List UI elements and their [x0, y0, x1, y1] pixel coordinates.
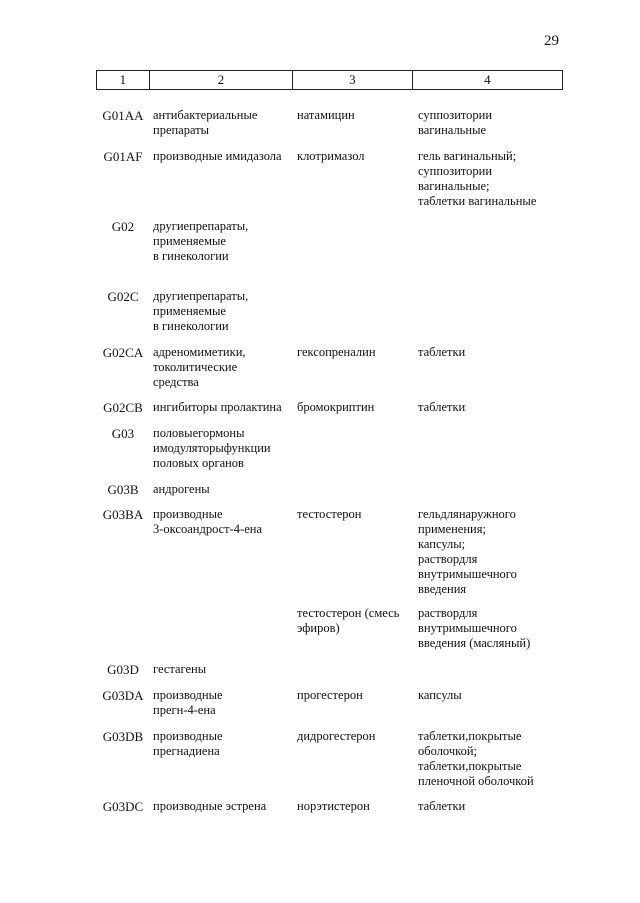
- dosage-form: [418, 108, 563, 138]
- group-name-line: в гинекологии: [153, 249, 229, 263]
- drug-name: [297, 108, 415, 123]
- drug-name-line: эфиров): [297, 621, 340, 635]
- group-name: [153, 345, 291, 390]
- dosage-form: [418, 507, 563, 597]
- dosage-form: [418, 606, 563, 651]
- page-number: 29: [544, 33, 559, 49]
- group-name: [153, 688, 291, 718]
- group-name-line: 3-оксоандрост-4-ена: [153, 522, 263, 536]
- group-name-line: ингибиторы пролактина: [153, 400, 282, 414]
- atc-code: G01AA: [102, 108, 144, 123]
- drug-name-line: тестостерон: [297, 507, 362, 521]
- group-name-line: применяемые: [153, 304, 226, 318]
- drug-name: [297, 799, 415, 814]
- drug-name-line: дидрогестерон: [297, 729, 376, 743]
- dosage-form: [418, 799, 563, 814]
- atc-code: G02CB: [103, 400, 143, 415]
- group-name: [153, 482, 291, 497]
- dosage-form: [418, 149, 563, 209]
- drug-name: [297, 345, 415, 360]
- group-name-line: средства: [153, 375, 199, 389]
- group-name-line: прегнадиена: [153, 744, 220, 758]
- group-name: [153, 507, 291, 537]
- drug-name-line: гексопреналин: [297, 345, 376, 359]
- drug-name-line: клотримазол: [297, 149, 365, 163]
- atc-code: G02C: [107, 289, 139, 304]
- group-name-line: другиепрепараты,: [153, 219, 249, 233]
- group-name-line: другиепрепараты,: [153, 289, 249, 303]
- group-name-line: производные: [153, 729, 223, 743]
- dosage-form-line: вагинальные;: [418, 179, 490, 193]
- group-name-line: антибактериальные: [153, 108, 258, 122]
- group-name-line: производные эстрена: [153, 799, 267, 813]
- group-name: [153, 662, 291, 677]
- group-name: [153, 219, 291, 264]
- table-header: [96, 70, 563, 90]
- drug-name: [297, 507, 415, 522]
- group-name-line: производные имидазола: [153, 149, 282, 163]
- dosage-form-line: капсулы;: [418, 537, 466, 551]
- dosage-form-line: таблетки,покрытые: [418, 759, 522, 773]
- dosage-form-line: суппозитории: [418, 108, 493, 122]
- header-col-2: 2: [149, 71, 292, 89]
- dosage-form-line: внутримышечного: [418, 567, 517, 581]
- atc-code: G03DB: [102, 729, 144, 744]
- group-name: [153, 426, 291, 471]
- group-name: [153, 400, 291, 415]
- dosage-form: [418, 400, 563, 415]
- dosage-form-line: введения: [418, 582, 467, 596]
- header-col-3: 3: [292, 71, 411, 89]
- dosage-form-line: гель вагинальный;: [418, 149, 517, 163]
- group-name: [153, 108, 291, 138]
- group-name-line: производные: [153, 507, 223, 521]
- dosage-form-line: гельдлянаружного: [418, 507, 516, 521]
- atc-code: G03DC: [102, 799, 144, 814]
- dosage-form-line: капсулы: [418, 688, 462, 702]
- dosage-form-line: таблетки: [418, 345, 466, 359]
- atc-code: G03BA: [102, 507, 144, 522]
- dosage-form-line: таблетки: [418, 799, 466, 813]
- atc-code: G02: [111, 219, 135, 234]
- drug-name-line: норэтистерон: [297, 799, 370, 813]
- header-col-4: 4: [412, 71, 563, 89]
- dosage-form-line: применения;: [418, 522, 486, 536]
- dosage-form-line: введения (масляный): [418, 636, 531, 650]
- drug-name-line: прогестерон: [297, 688, 363, 702]
- group-name-line: производные: [153, 688, 223, 702]
- dosage-form: [418, 729, 563, 789]
- group-name-line: прегн-4-ена: [153, 703, 216, 717]
- group-name-line: применяемые: [153, 234, 226, 248]
- atc-code: G01AF: [103, 149, 143, 164]
- group-name-line: в гинекологии: [153, 319, 229, 333]
- dosage-form: [418, 688, 563, 703]
- drug-name-line: натамицин: [297, 108, 355, 122]
- group-name-line: препараты: [153, 123, 210, 137]
- dosage-form-line: таблетки: [418, 400, 466, 414]
- drug-name: [297, 400, 415, 415]
- drug-name-line: тестостерон (смесь: [297, 606, 400, 620]
- atc-code: G02CA: [102, 345, 144, 360]
- dosage-form-line: пленочной оболочкой: [418, 774, 534, 788]
- dosage-form-line: внутримышечного: [418, 621, 517, 635]
- group-name-line: адреномиметики,: [153, 345, 246, 359]
- group-name: [153, 729, 291, 759]
- group-name-line: токолитические: [153, 360, 238, 374]
- drug-name: [297, 606, 415, 636]
- dosage-form-line: раствордля: [418, 606, 478, 620]
- group-name: [153, 149, 291, 164]
- atc-code: G03B: [107, 482, 139, 497]
- dosage-form: [418, 345, 563, 360]
- dosage-form-line: таблетки,покрытые: [418, 729, 522, 743]
- group-name-line: половых органов: [153, 456, 244, 470]
- group-name-line: половыегормоны: [153, 426, 245, 440]
- header-col-1: 1: [96, 71, 149, 89]
- group-name-line: андрогены: [153, 482, 210, 496]
- dosage-form-line: суппозитории: [418, 164, 493, 178]
- drug-name: [297, 149, 415, 164]
- group-name: [153, 289, 291, 334]
- dosage-form-line: раствордля: [418, 552, 478, 566]
- atc-code: G03DA: [102, 688, 144, 703]
- drug-name-line: бромокриптин: [297, 400, 375, 414]
- atc-code: G03D: [107, 662, 139, 677]
- dosage-form-line: таблетки вагинальные: [418, 194, 537, 208]
- drug-name: [297, 688, 415, 703]
- group-name-line: имодуляторыфункции: [153, 441, 271, 455]
- dosage-form-line: оболочкой;: [418, 744, 477, 758]
- dosage-form-line: вагинальные: [418, 123, 487, 137]
- group-name-line: гестагены: [153, 662, 207, 676]
- group-name: [153, 799, 291, 814]
- drug-name: [297, 729, 415, 744]
- atc-code: G03: [111, 426, 135, 441]
